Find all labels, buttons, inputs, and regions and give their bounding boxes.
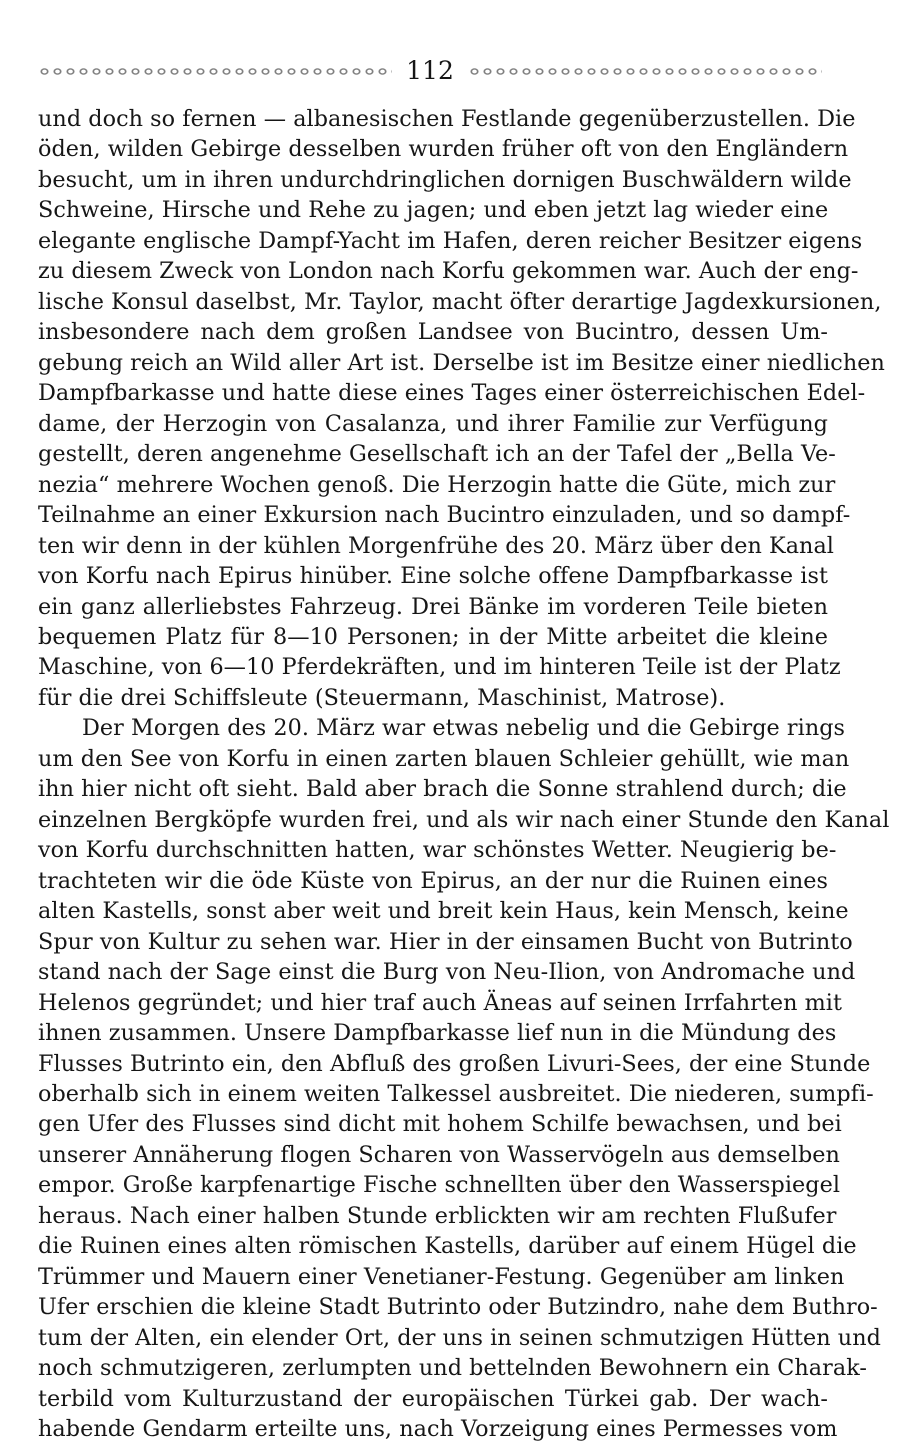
text-line: für die drei Schiffsleute (Steuermann, Maschinist, Matrose).	[38, 684, 726, 711]
text-line: von Korfu nach Epirus hinüber. Eine solche offene Dampfbarkasse ist	[38, 563, 828, 590]
text-line: alten Kastells, sonst aber weit und breit kein Haus, kein Mensch, keine	[38, 898, 849, 925]
text-line: Teilnahme an einer Exkursion nach Bucintro einzuladen, und so dampf-	[38, 502, 851, 529]
text-line: Spur von Kultur zu sehen war. Hier in der einsamen Bucht von Butrinto	[38, 928, 853, 955]
text-line: einzelnen Bergköpfe wurden frei, und als wir nach einer Stunde den Kanal	[38, 806, 890, 833]
text-line: oberhalb sich in einem weiten Talkessel ausbreitet. Die niederen, sumpfi-	[38, 1081, 874, 1107]
text-line: gen Ufer des Flusses sind dicht mit hohem Schilfe bewachsen, und bei	[38, 1111, 842, 1138]
text-line: die Ruinen eines alten römischen Kastells, darüber auf einem Hügel die	[38, 1233, 857, 1260]
text-line: elegante englische Dampf-Yacht im Hafen, deren reicher Besitzer eigens	[38, 227, 863, 254]
text-line: terbild vom Kulturzustand der europäischen Türkei gab. Der wach-	[38, 1385, 828, 1412]
text-line: ein ganz allerliebstes Fahrzeug. Drei Bänke im vorderen Teile bieten	[38, 593, 828, 620]
text-line: Ufer erschien die kleine Stadt Butrinto oder Butzindro, nahe dem Buthro-	[38, 1294, 878, 1321]
text-line: besucht, um in ihren undurchdringlichen dornigen Buschwäldern wilde	[38, 166, 852, 193]
text-line: unserer Annäherung flogen Scharen von Wasservögeln aus demselben	[38, 1141, 840, 1168]
text-line: Flusses Butrinto ein, den Abfluß des großen Livuri-Sees, der eine Stunde	[38, 1050, 871, 1077]
text-line: Maschine, von 6—10 Pferdekräften, und im hinteren Teile ist der Platz	[38, 654, 841, 681]
text-line: gestellt, deren angenehme Gesellschaft ich an der Tafel der „Bella Ve-	[38, 441, 836, 468]
text-line: Helenos gegründet; und hier traf auch Äneas auf seinen Irrfahrten mit	[38, 989, 843, 1016]
text-line: nezia“ mehrere Wochen genoß. Die Herzogin hatte die Güte, mich zur	[38, 471, 836, 498]
text-line: zu diesem Zweck von London nach Korfu gekommen war. Auch der eng-	[38, 258, 859, 285]
paragraph	[38, 104, 885, 713]
header-ornament-right	[468, 65, 822, 78]
text-line: dame, der Herzogin von Casalanza, und ihrer Familie zur Verfügung	[38, 410, 828, 437]
text-line: Dampfbarkasse und hatte diese eines Tages einer österreichischen Edel-	[38, 380, 866, 407]
text-line: ihn hier nicht oft sieht. Bald aber brach die Sonne strahlend durch; die	[38, 776, 847, 803]
text-line: empor. Große karpfenartige Fische schnellten über den Wasserspiegel	[38, 1172, 841, 1199]
text-line: öden, wilden Gebirge desselben wurden früher oft von den Engländern	[38, 136, 849, 163]
text-line: ten wir denn in der kühlen Morgenfrühe des 20. März über den Kanal	[38, 532, 834, 559]
text-line: noch schmutzigeren, zerlumpten und bettelnden Bewohnern ein Charak-	[38, 1355, 867, 1382]
text-line: trachteten wir die öde Küste von Epirus, an der nur die Ruinen eines	[38, 867, 828, 894]
page-number: 112	[406, 56, 454, 85]
text-line: stand nach der Sage einst die Burg von Neu-Ilion, von Andromache und	[38, 959, 856, 986]
text-line: Der Morgen des 20. März war etwas nebelig und die Gebirge rings	[82, 715, 846, 742]
paragraph	[38, 713, 890, 1444]
text-line: und doch so fernen — albanesischen Festlande gegenüberzustellen. Die	[38, 106, 856, 132]
text-line: tum der Alten, ein elender Ort, der uns in seinen schmutzigen Hütten und	[38, 1324, 881, 1351]
header-ornament-left	[38, 65, 392, 78]
body-text	[38, 104, 890, 1445]
text-line: lische Konsul daselbst, Mr. Taylor, macht öfter derartige Jagdexkursionen,	[38, 288, 882, 315]
text-line: Trümmer und Mauern einer Venetianer-Festung. Gegenüber am linken	[38, 1263, 845, 1290]
text-line: um den See von Korfu in einen zarten blauen Schleier gehüllt, wie man	[38, 745, 850, 772]
text-line: Schweine, Hirsche und Rehe zu jagen; und eben jetzt lag wieder eine	[38, 197, 829, 224]
text-line: habende Gendarm erteilte uns, nach Vorzeigung eines Permesses vom	[38, 1416, 838, 1443]
text-line: von Korfu durchschnitten hatten, war schönstes Wetter. Neugierig be-	[38, 837, 837, 864]
text-line: insbesondere nach dem großen Landsee von Bucintro, dessen Um-	[38, 319, 828, 346]
text-line: bequemen Platz für 8—10 Personen; in der Mitte arbeitet die kleine	[38, 623, 828, 650]
text-line: gebung reich an Wild aller Art ist. Derselbe ist im Besitze einer niedlichen	[38, 349, 885, 376]
page-header	[38, 54, 822, 88]
text-line: ihnen zusammen. Unsere Dampfbarkasse lief nun in die Mündung des	[38, 1020, 837, 1047]
text-line: heraus. Nach einer halben Stunde erblickten wir am rechten Flußufer	[38, 1202, 837, 1229]
